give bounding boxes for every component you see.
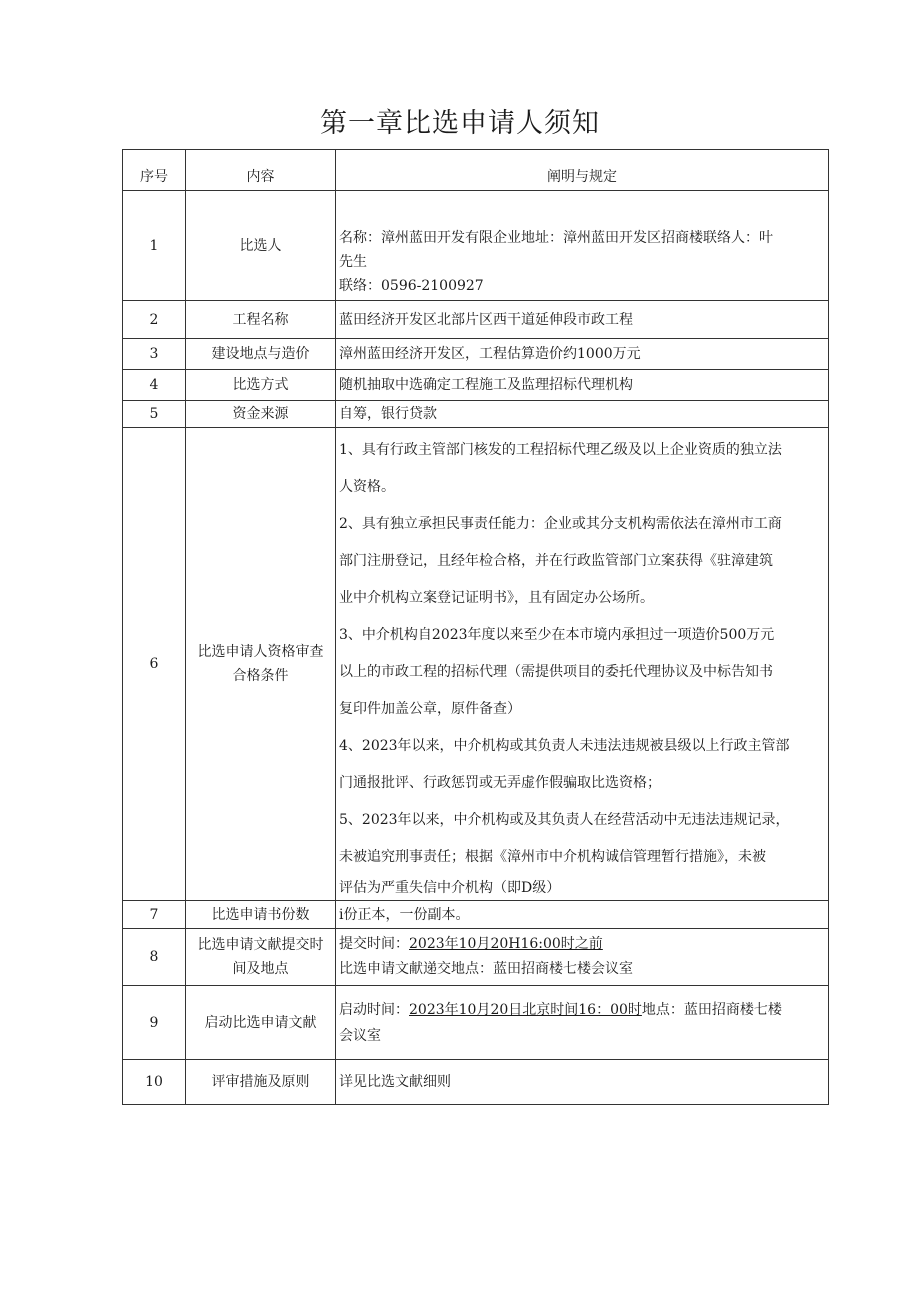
table-row	[123, 428, 829, 901]
row-number: 9	[123, 986, 186, 1060]
table-row	[123, 1060, 829, 1105]
row-number: 5	[123, 401, 186, 428]
row-item: 比选人	[186, 191, 336, 301]
open-time-value: 2023年10月20日北京时间16：00时	[409, 1001, 642, 1018]
page-title: 第一章比选申请人须知	[320, 108, 600, 139]
row-item: 资金来源	[186, 401, 336, 428]
desc-line: 5、2023年以来，中介机构或及其负责人在经营活动中无违法违规记录，	[339, 812, 790, 828]
table-row	[123, 901, 829, 929]
desc-line: 业中介机构立案登记证明书》，且有固定办公场所。	[339, 590, 654, 606]
header-number: 序号	[123, 150, 186, 191]
row-item: 建设地点与造价	[186, 339, 336, 370]
table-row	[123, 401, 829, 428]
desc-line: 2、具有独立承担民事责任能力：企业或其分支机构需依法在漳州市工商	[339, 516, 782, 532]
row-description	[336, 428, 829, 901]
desc-line: 以上的市政工程的招标代理（需提供项目的委托代理协议及中标告知书	[339, 664, 773, 680]
desc-line: 自筹，银行贷款	[339, 406, 437, 422]
row-description	[336, 901, 829, 929]
item-line: 比选申请人资格审查	[197, 644, 324, 660]
row-number: 2	[123, 301, 186, 339]
table-header-row	[123, 150, 829, 191]
table-row	[123, 191, 829, 301]
open-location: 地点：蓝田招商楼七楼	[641, 1001, 782, 1018]
desc-line: 蓝田经济开发区北部片区西干道延伸段市政工程	[339, 311, 633, 328]
item-line: 合格条件	[232, 668, 289, 684]
desc-line: 门通报批评、行政惩罚或无弄虚作假骗取比选资格；	[339, 775, 661, 791]
desc-line: 3、中介机构自2023年度以来至少在本市境内承担过一项造价500万元	[339, 627, 775, 643]
desc-line: 4、2023年以来，中介机构或其负责人未违法违规被县级以上行政主管部	[339, 738, 790, 754]
row-description	[336, 370, 829, 401]
table-row	[123, 370, 829, 401]
desc-line: 联络：0596-2100927	[339, 278, 484, 294]
row-item: 比选申请书份数	[186, 901, 336, 929]
desc-line: 详见比选文献细则	[339, 1074, 451, 1090]
table-row	[123, 339, 829, 370]
desc-line: 比选申请文献递交地点：蓝田招商楼七楼会议室	[339, 961, 633, 977]
row-number: 8	[123, 929, 186, 986]
header-description: 阐明与规定	[336, 150, 829, 191]
submit-time-label: 提交时间：	[339, 936, 409, 952]
submit-time-value: 2023年10月20H16:00时之前	[409, 936, 603, 952]
row-number: 10	[123, 1060, 186, 1105]
desc-line: 人资格。	[339, 479, 395, 495]
header-item: 内容	[186, 150, 336, 191]
table-row	[123, 929, 829, 986]
desc-line: 评估为严重失信中介机构（即D级）	[339, 880, 561, 896]
desc-line: 复印件加盖公章，原件备查）	[339, 701, 521, 717]
row-number: 4	[123, 370, 186, 401]
row-description	[336, 301, 829, 339]
row-item	[186, 428, 336, 901]
desc-line: 随机抽取中选确定工程施工及监理招标代理机构	[339, 377, 633, 393]
item-line: 间及地点	[232, 961, 289, 977]
desc-line	[339, 932, 826, 957]
desc-line: 部门注册登记，且经年检合格，并在行政监管部门立案获得《驻漳建筑	[339, 553, 773, 569]
table-row	[123, 301, 829, 339]
desc-line: 未被追究刑事责任；根据《漳州市中介机构诚信管理暂行措施》，未被	[339, 849, 766, 865]
desc-line: 1、具有行政主管部门核发的工程招标代理乙级及以上企业资质的独立法	[339, 442, 782, 458]
desc-line: 会议室	[339, 1027, 381, 1044]
row-description	[336, 986, 829, 1060]
desc-line: i份正本，一份副本。	[339, 906, 470, 923]
row-item	[186, 929, 336, 986]
item-line: 比选申请文献提交时	[197, 937, 324, 953]
row-description	[336, 929, 829, 986]
row-item: 启动比选申请文献	[186, 986, 336, 1060]
row-description	[336, 191, 829, 301]
row-description	[336, 401, 829, 428]
desc-line	[339, 997, 826, 1023]
row-number: 7	[123, 901, 186, 929]
row-description	[336, 339, 829, 370]
row-number: 6	[123, 428, 186, 901]
row-description	[336, 1060, 829, 1105]
open-time-label: 启动时间：	[339, 1001, 409, 1018]
desc-line: 先生	[339, 254, 367, 270]
applicant-instructions-table	[122, 149, 829, 1105]
row-number: 3	[123, 339, 186, 370]
desc-line: 名称：漳州蓝田开发有限企业地址：漳州蓝田开发区招商楼联络人：叶	[339, 230, 773, 246]
row-item: 比选方式	[186, 370, 336, 401]
row-number: 1	[123, 191, 186, 301]
row-item: 评审措施及原则	[186, 1060, 336, 1105]
desc-line: 漳州蓝田经济开发区，工程估算造价约1000万元	[339, 346, 641, 362]
table-row	[123, 986, 829, 1060]
row-item: 工程名称	[186, 301, 336, 339]
